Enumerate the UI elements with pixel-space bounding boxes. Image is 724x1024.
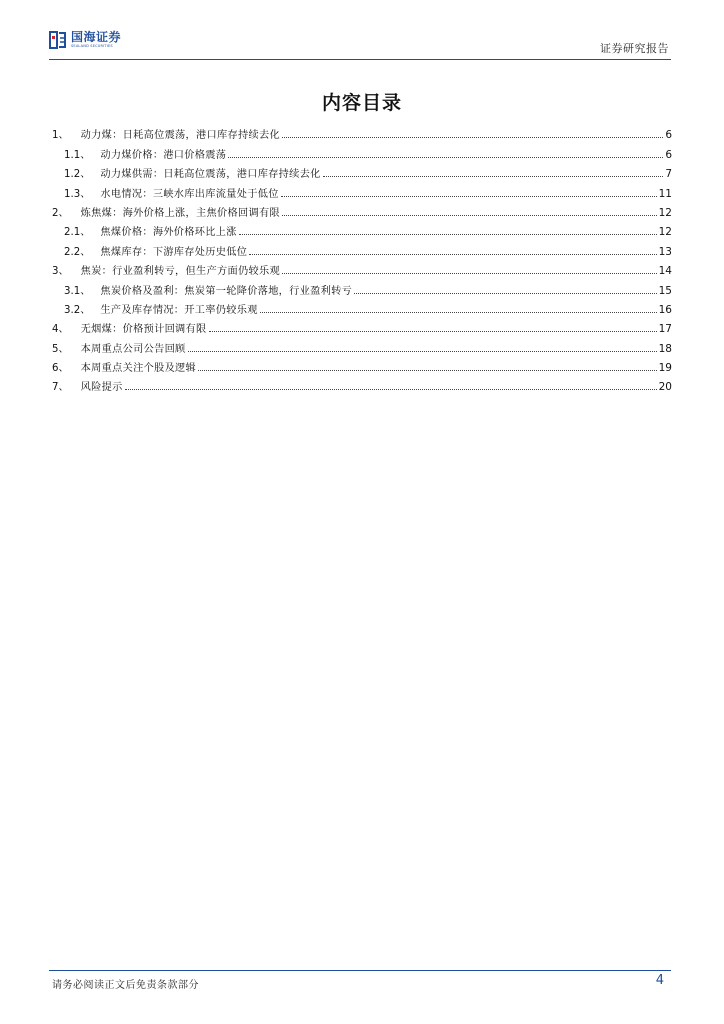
toc-dot-leader	[282, 215, 657, 216]
toc-entry-number: 3.1、	[64, 285, 91, 297]
toc-entry-number: 6、	[52, 363, 69, 375]
toc-entry-title[interactable]: 风险提示	[80, 382, 123, 394]
toc-dot-leader	[198, 370, 657, 371]
toc-entry[interactable]	[52, 200, 672, 219]
toc-entry-number: 4、	[52, 324, 69, 336]
toc-entry[interactable]	[52, 180, 672, 199]
toc-entry-number: 5、	[52, 343, 69, 355]
page-header	[49, 28, 671, 60]
toc-entry-title[interactable]: 动力煤：日耗高位震荡，港口库存持续去化	[80, 130, 280, 142]
toc-entry-number: 1、	[52, 130, 69, 142]
toc-entry-title[interactable]: 焦煤价格：海外价格环比上涨	[100, 227, 237, 239]
toc-entry-number: 3.2、	[64, 304, 91, 316]
toc-entry[interactable]	[52, 277, 672, 296]
sealand-logo-icon	[49, 30, 67, 50]
report-type-label: 证券研究报告	[600, 42, 669, 55]
toc-entry[interactable]	[52, 122, 672, 141]
toc-entry-page[interactable]: 11	[658, 187, 672, 200]
toc-entry-number: 2.2、	[64, 246, 91, 258]
toc-entry-page[interactable]: 17	[658, 323, 672, 336]
toc-dot-leader	[282, 273, 657, 274]
toc-entry-title[interactable]: 生产及库存情况：开工率仍较乐观	[100, 304, 258, 316]
toc-entry-number: 1.3、	[64, 188, 91, 200]
toc-entry[interactable]	[52, 374, 672, 393]
toc-dot-leader	[323, 176, 664, 177]
toc-dot-leader	[354, 293, 657, 294]
toc-entry-number: 1.2、	[64, 169, 91, 181]
toc-entry-page[interactable]: 20	[658, 381, 672, 394]
toc-entry[interactable]	[52, 238, 672, 257]
toc-dot-leader	[249, 254, 656, 255]
toc-entry-title[interactable]: 本周重点公司公告回顾	[80, 343, 186, 355]
footer-disclaimer: 请务必阅读正文后免责条款部分	[52, 980, 199, 991]
toc-entry-title[interactable]: 炼焦煤：海外价格上涨，主焦价格回调有限	[80, 207, 280, 219]
toc-dot-leader	[188, 351, 657, 352]
toc-entry-number: 2、	[52, 207, 69, 219]
toc-entry-page[interactable]: 12	[658, 206, 672, 219]
toc-entry-page[interactable]: 7	[665, 168, 672, 181]
toc-entry[interactable]	[52, 219, 672, 238]
toc-entry-page[interactable]: 12	[658, 226, 672, 239]
toc-entry-page[interactable]: 6	[665, 148, 672, 161]
toc-entry[interactable]	[52, 297, 672, 316]
toc-entry[interactable]	[52, 161, 672, 180]
toc-entry-page[interactable]: 13	[658, 245, 672, 258]
toc-dot-leader	[260, 312, 657, 313]
footer-divider	[49, 970, 671, 971]
toc-entry-title[interactable]: 无烟煤：价格预计回调有限	[80, 324, 207, 336]
toc-entry-number: 2.1、	[64, 227, 91, 239]
toc-entry-number: 1.1、	[64, 149, 91, 161]
toc-dot-leader	[239, 234, 657, 235]
toc-entry-number: 3、	[52, 266, 69, 278]
toc-dot-leader	[282, 137, 663, 138]
toc-entry[interactable]	[52, 258, 672, 277]
toc-entry-page[interactable]: 6	[665, 129, 672, 142]
toc-dot-leader	[209, 331, 657, 332]
toc-entry[interactable]	[52, 141, 672, 160]
toc-entry-title[interactable]: 焦炭：行业盈利转亏，但生产方面仍较乐观	[80, 266, 280, 278]
logo-name-en: SEALAND SECURITIES	[71, 44, 113, 48]
toc-dot-leader	[281, 196, 657, 197]
toc-entry-page[interactable]: 18	[658, 342, 672, 355]
toc-entry[interactable]	[52, 335, 672, 354]
toc-entry-title[interactable]: 焦炭价格及盈利：焦炭第一轮降价落地，行业盈利转亏	[100, 285, 353, 297]
toc-entry-title[interactable]: 焦煤库存：下游库存处历史低位	[100, 246, 248, 258]
header-divider	[49, 59, 671, 60]
toc-dot-leader	[228, 157, 663, 158]
company-logo	[49, 30, 121, 50]
logo-name-cn: 国海证券	[71, 30, 122, 44]
page-number: 4	[655, 973, 664, 988]
toc-entry[interactable]	[52, 355, 672, 374]
toc-entry-title[interactable]: 本周重点关注个股及逻辑	[80, 363, 197, 375]
table-of-contents	[52, 122, 672, 393]
toc-entry-title[interactable]: 动力煤价格：港口价格震荡	[100, 149, 227, 161]
toc-dot-leader	[125, 389, 657, 390]
toc-title: 内容目录	[321, 92, 402, 114]
toc-entry-number: 7、	[52, 382, 69, 394]
toc-entry-page[interactable]: 16	[658, 303, 672, 316]
toc-entry-title[interactable]: 水电情况：三峡水库出库流量处于低位	[100, 188, 279, 200]
toc-entry-title[interactable]: 动力煤供需：日耗高位震荡，港口库存持续去化	[100, 169, 321, 181]
toc-entry-page[interactable]: 15	[658, 284, 672, 297]
toc-entry-page[interactable]: 19	[658, 362, 672, 375]
toc-entry[interactable]	[52, 316, 672, 335]
toc-entry-page[interactable]: 14	[658, 265, 672, 278]
